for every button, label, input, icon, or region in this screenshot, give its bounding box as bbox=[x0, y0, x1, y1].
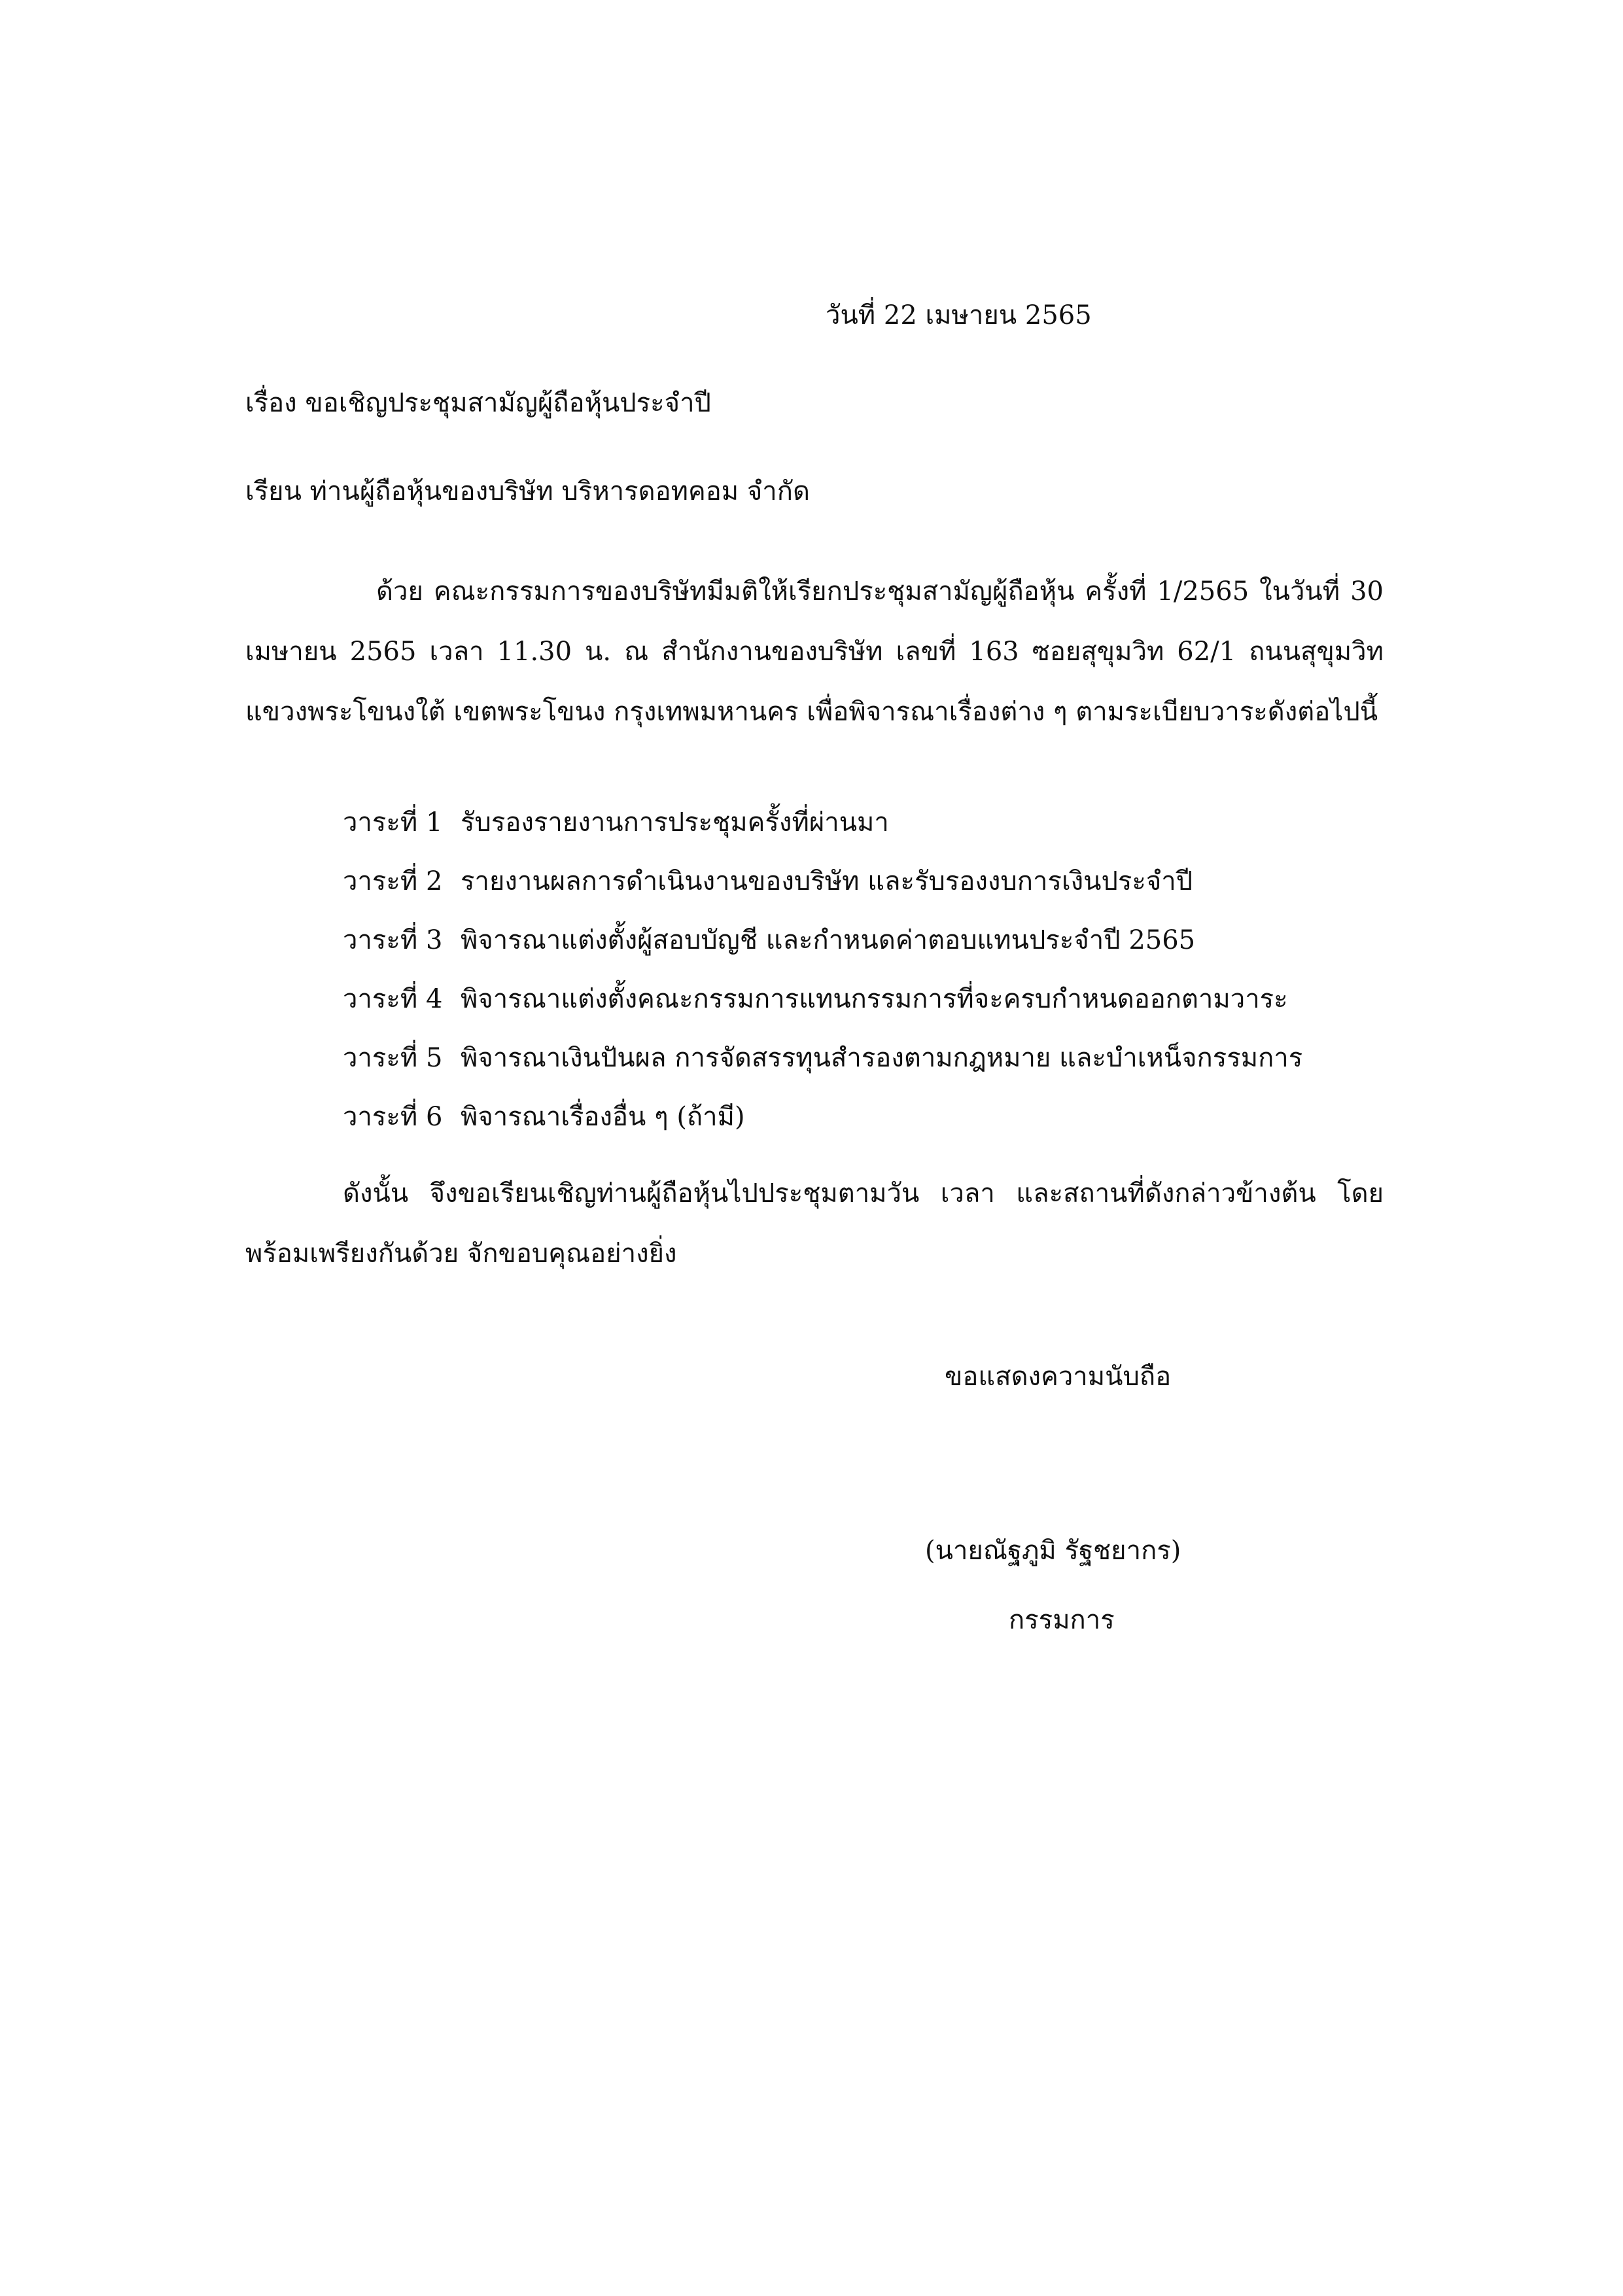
letter-body: ด้วย คณะกรรมการของบริษัทมีมติให้เรียกประชุมสามัญผู้ถือหุ้น ครั้งที่ 1/2565 ในวันที่ 30 เมษายน 2565 เวลา 11.30 น. ณ สำนักงานของบริษัท เลขที่ 163 ซอยสุขุมวิท 62/1 ถนนสุขุมวิท แขวงพระโขนงใต้ เขตพระโขนง กรุงเทพมหานคร เพื่อพิจารณาเรื่องต่าง ๆ ตามระเบียบวาระดังต่อไปนี้ bbox=[245, 576, 1384, 727]
agenda-text: รายงานผลการดำเนินงานของบริษัท และรับรองงบการเงินประจำปี bbox=[461, 866, 1193, 896]
agenda-number: วาระที่ 5 bbox=[343, 1043, 443, 1073]
agenda-text: พิจารณาแต่งตั้งผู้สอบบัญชี และกำหนดค่าตอบแทนประจำปี 2565 bbox=[461, 925, 1196, 955]
signer-name: (นายณัฐภูมิ รัฐชยากร) bbox=[925, 1536, 1181, 1566]
agenda-list bbox=[343, 793, 1302, 1146]
agenda-text: พิจารณาเรื่องอื่น ๆ (ถ้ามี) bbox=[461, 1102, 745, 1132]
agenda-item bbox=[343, 911, 1302, 970]
letter-salutation: เรียน ท่านผู้ถือหุ้นของบริษัท บริหารดอทคอม จำกัด bbox=[245, 476, 810, 506]
agenda-text: พิจารณาแต่งตั้งคณะกรรมการแทนกรรมการที่จะครบกำหนดออกตามวาระ bbox=[461, 984, 1288, 1014]
agenda-number: วาระที่ 6 bbox=[343, 1102, 443, 1132]
letter-closing: ดังนั้น จึงขอเรียนเชิญท่านผู้ถือหุ้นไปประชุมตามวัน เวลา และสถานที่ดังกล่าวข้างต้น โดยพร้อมเพรียงกันด้วย จักขอบคุณอย่างยิ่ง bbox=[245, 1178, 1384, 1269]
agenda-number: วาระที่ 2 bbox=[343, 866, 443, 896]
agenda-item bbox=[343, 793, 1302, 852]
letter-date: วันที่ 22 เมษายน 2565 bbox=[826, 300, 1092, 330]
agenda-number: วาระที่ 1 bbox=[343, 807, 443, 838]
letter-subject: เรื่อง ขอเชิญประชุมสามัญผู้ถือหุ้นประจำปี bbox=[245, 388, 711, 418]
agenda-text: พิจารณาเงินปันผล การจัดสรรทุนสำรองตามกฎหมาย และบำเหน็จกรรมการ bbox=[461, 1043, 1303, 1073]
agenda-item bbox=[343, 1029, 1302, 1087]
agenda-item bbox=[343, 1087, 1302, 1146]
agenda-item bbox=[343, 970, 1302, 1029]
agenda-item bbox=[343, 852, 1302, 911]
agenda-number: วาระที่ 4 bbox=[343, 984, 443, 1014]
agenda-number: วาระที่ 3 bbox=[343, 925, 443, 955]
signer-title: กรรมการ bbox=[1009, 1605, 1115, 1635]
agenda-text: รับรองรายงานการประชุมครั้งที่ผ่านมา bbox=[461, 807, 889, 838]
letter-regards: ขอแสดงความนับถือ bbox=[945, 1362, 1172, 1392]
